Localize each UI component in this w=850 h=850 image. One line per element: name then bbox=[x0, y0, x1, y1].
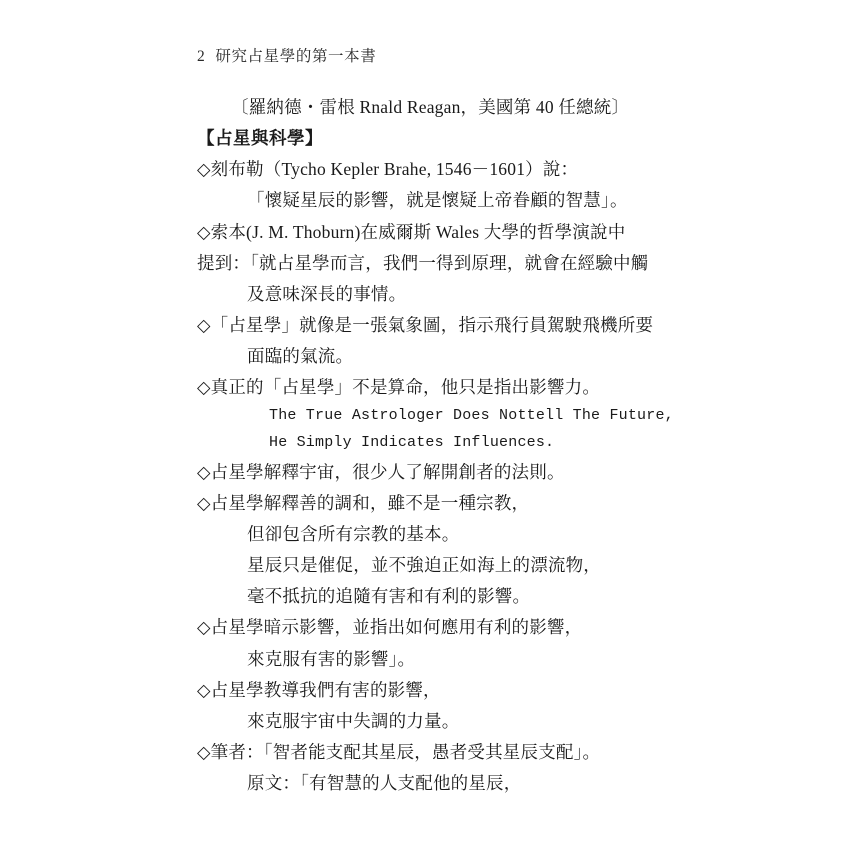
text-line-not-fortune-telling: ◇真正的「占星學」不是算命，他只是指出影響力。 bbox=[197, 377, 601, 398]
text-line-english-quote-1: The True Astrologer Does Nottell The Future, bbox=[269, 407, 674, 425]
text-line-harmony-line-1: ◇占星學解釋善的調和，雖不是一種宗教， bbox=[197, 492, 530, 513]
text-line-thoburn-line-1: ◇索本(J. M. Thoburn)在威爾斯 Wales 大學的哲學演說中 bbox=[197, 221, 626, 242]
text-line-kepler-line-1: ◇刻布勒（Tycho Kepler Brahe, 1546－1601）說： bbox=[197, 159, 579, 180]
text-line-teaches-line-1: ◇占星學教導我們有害的影響， bbox=[197, 679, 441, 700]
text-line-quote-attribution: 〔羅納德・雷根 Rnald Reagan，美國第 40 任總統〕 bbox=[231, 97, 630, 117]
page-number: 2 bbox=[197, 48, 206, 65]
running-title: 研究占星學的第一本書 bbox=[215, 48, 377, 65]
text-line-weather-map-line-1: ◇「占星學」就像是一張氣象圖，指示飛行員駕駛飛機所要 bbox=[197, 314, 654, 335]
text-line-hints-influence-line-2: 來克服有害的影響」。 bbox=[247, 648, 416, 669]
text-line-teaches-line-2: 來克服宇宙中失調的力量。 bbox=[247, 710, 460, 731]
text-line-hints-influence-line-1: ◇占星學暗示影響，並指出如何應用有利的影響， bbox=[197, 617, 583, 638]
text-line-section-heading: 【占星與科學】 bbox=[197, 128, 323, 149]
body-text bbox=[197, 92, 700, 799]
text-line-author-note-line-1: ◇筆者：「智者能支配其星辰，愚者受其星辰支配」。 bbox=[197, 742, 601, 763]
text-line-kepler-line-2: 「懷疑星辰的影響，就是懷疑上帝眷顧的智慧」。 bbox=[247, 190, 628, 211]
text-line-author-note-line-2: 原文：「有智慧的人支配他的星辰， bbox=[247, 773, 522, 794]
page-header bbox=[197, 44, 700, 66]
text-line-harmony-line-2: 但卻包含所有宗教的基本。 bbox=[247, 524, 460, 545]
text-line-harmony-line-3: 星辰只是催促，並不強迫正如海上的漂流物， bbox=[247, 555, 601, 576]
text-line-english-quote-2: He Simply Indicates Influences. bbox=[269, 434, 555, 452]
text-line-harmony-line-4: 毫不抵抗的追隨有害和有利的影響。 bbox=[247, 586, 531, 607]
text-line-explains-universe: ◇占星學解釋宇宙，很少人了解開創者的法則。 bbox=[197, 461, 565, 482]
text-line-weather-map-line-2: 面臨的氣流。 bbox=[247, 346, 354, 367]
text-line-thoburn-line-3: 及意味深長的事情。 bbox=[247, 283, 407, 304]
text-line-thoburn-line-2: 提到：「就占星學而言，我們一得到原理，就會在經驗中觸 bbox=[197, 252, 649, 273]
